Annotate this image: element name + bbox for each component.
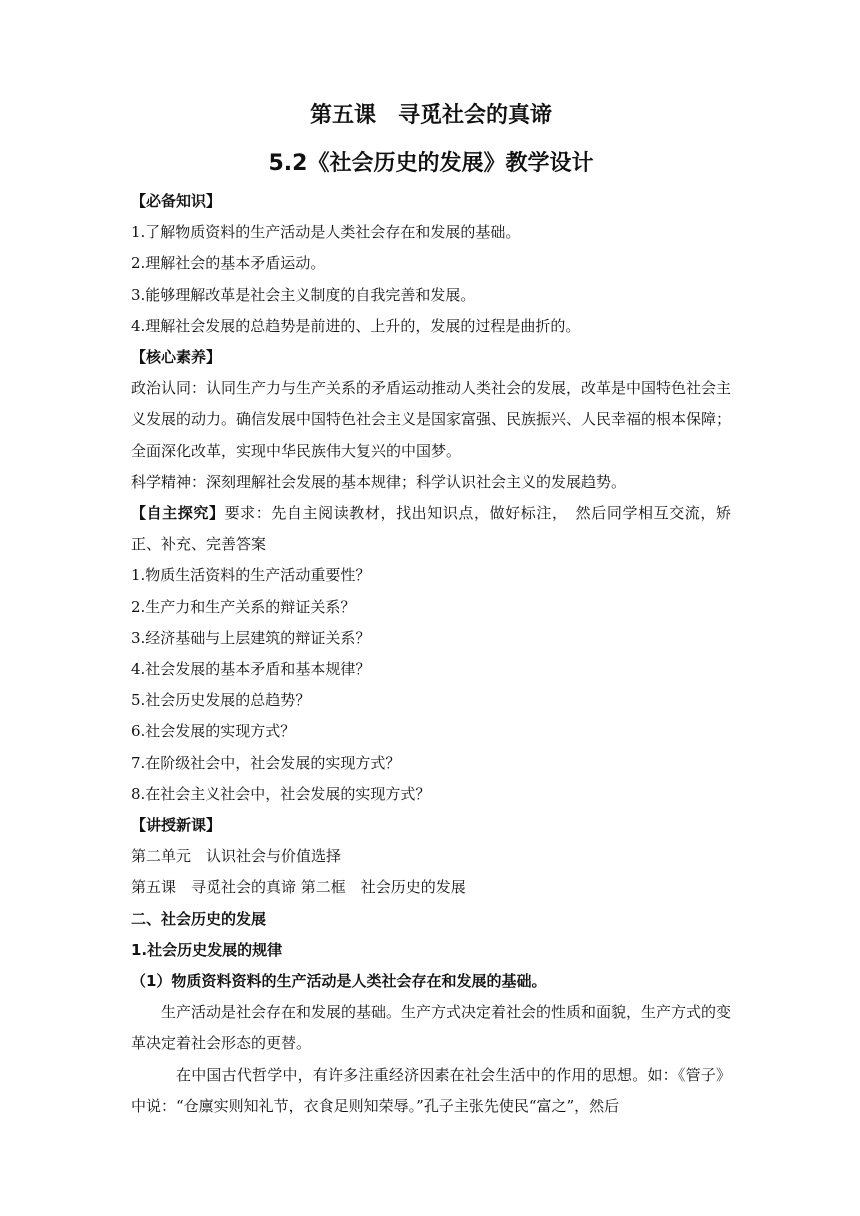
knowledge-item: 3.能够理解改革是社会主义制度的自我完善和发展。 [131, 285, 476, 304]
political-identity-paragraph: 政治认同：认同生产力与生产关系的矛盾运动推动人类社会的发展，改革是中国特色社会主义发展的动力。确信发展中国特色社会主义是国家富强、民族振兴、人民幸福的根本保障；全面深化改革，实现中华民族伟大复兴的中国梦。 [131, 379, 732, 460]
body-paragraph: 在中国古代哲学中，有许多注重经济因素在社会生活中的作用的思想。如：《管子》中说：“仓廪实则知礼节，衣食足则知荣辱。”孔子主张先使民“富之”，然后 [131, 1065, 731, 1115]
explore-question: 6.社会发展的实现方式？ [131, 722, 296, 741]
explore-section [131, 498, 731, 810]
literacy-heading: 【核心素养】 [131, 348, 222, 367]
lesson-heading: 【讲授新课】 [131, 816, 222, 835]
knowledge-section [131, 186, 731, 342]
explore-question: 7.在阶级社会中，社会发展的实现方式？ [131, 753, 401, 772]
lesson-section [131, 810, 731, 1122]
explore-requirement: 要求：先自主阅读教材，找出知识点，做好标注， 然后同学相互交流，矫正、补充、完善答案 [131, 504, 731, 554]
knowledge-heading: 【必备知识】 [131, 192, 222, 210]
explore-question: 5.社会历史发展的总趋势？ [131, 691, 311, 710]
explore-question: 8.在社会主义社会中，社会发展的实现方式？ [131, 784, 431, 803]
section-line: 第五课 寻觅社会的真谛 第二框 社会历史的发展 [131, 878, 466, 897]
part-heading: 二、社会历史的发展 [131, 909, 267, 928]
unit-line: 第二单元 认识社会与价值选择 [131, 847, 342, 866]
literacy-section [131, 342, 731, 498]
knowledge-item: 2.理解社会的基本矛盾运动。 [131, 254, 326, 273]
knowledge-item: 1.了解物质资料的生产活动是人类社会存在和发展的基础。 [131, 223, 521, 242]
scientific-spirit-paragraph: 科学精神：深刻理解社会发展的基本规律；科学认识社会主义的发展趋势。 [131, 472, 627, 491]
knowledge-item: 4.理解社会发展的总趋势是前进的、上升的，发展的过程是曲折的。 [131, 316, 581, 335]
explore-question: 4.社会发展的基本矛盾和基本规律？ [131, 660, 371, 679]
explore-intro [131, 498, 731, 560]
document-page [131, 100, 731, 1122]
point-heading: （1）物质资料资料的生产活动是人类社会存在和发展的基础。 [131, 972, 547, 991]
explore-heading: 【自主探究】 [131, 504, 225, 523]
explore-question: 2.生产力和生产关系的辩证关系？ [131, 597, 356, 616]
document-title: 5.2《社会历史的发展》教学设计 [268, 151, 594, 176]
lesson-title: 第五课 寻觅社会的真谛 [309, 103, 552, 128]
subsection-heading: 1.社会历史发展的规律 [131, 940, 283, 959]
body-paragraph: 生产活动是社会存在和发展的基础。生产方式决定着社会的性质和面貌，生产方式的变革决定着社会形态的更替。 [131, 1003, 732, 1053]
explore-question: 3.经济基础与上层建筑的辩证关系？ [131, 628, 371, 647]
explore-question: 1.物质生活资料的生产活动重要性？ [131, 566, 371, 585]
